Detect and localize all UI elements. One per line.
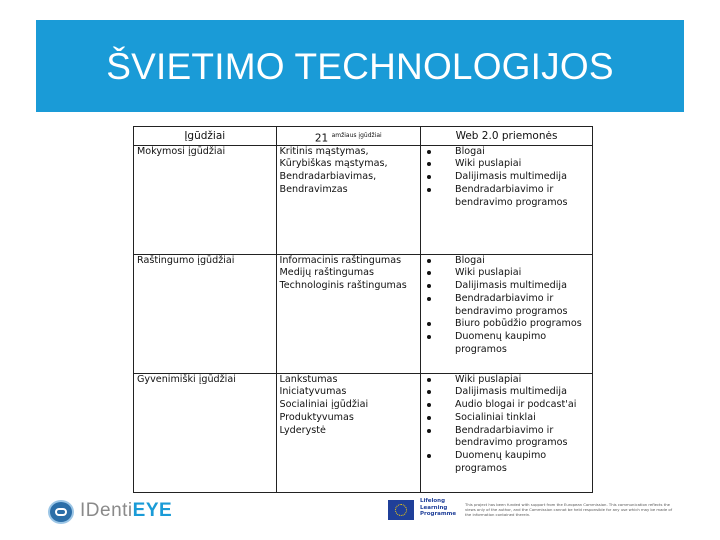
list-item: Wiki puslapiai (424, 374, 589, 387)
competency-line: Informacinis raštingumas (279, 254, 402, 266)
eu-disclaimer: This project has been funded with support from the European Commission. This communication reflects the views only of the author, and the Commission cannot be held responsible for any use which may be made of the information contained therein. (465, 502, 673, 517)
list-item: Biuro pobūdžio programos (424, 318, 589, 331)
tools-list (424, 146, 589, 210)
header-21st-century (276, 127, 421, 146)
list-item: Wiki puslapiai (424, 267, 589, 280)
skill-cell: Mokymosi įgūdžiai (134, 145, 277, 254)
competency-line: Technologinis raštingumas (279, 280, 407, 292)
tools-list (424, 374, 589, 476)
competency-cell (276, 145, 421, 254)
competency-line: Bendravimzas (279, 183, 348, 195)
competency-line: Kritinis mąstymas, (279, 145, 369, 157)
competency-line: Lankstumas (279, 373, 338, 385)
list-item: Duomenų kaupimo programos (424, 450, 589, 476)
list-item: Audio blogai ir podcast'ai (424, 399, 589, 412)
table-row (134, 254, 593, 373)
table-row (134, 145, 593, 254)
page-title: ŠVIETIMO TECHNOLOGIJOS (106, 46, 614, 87)
list-item: Duomenų kaupimo programos (424, 331, 589, 357)
title-banner (36, 20, 684, 112)
header-21-number: 21 (314, 132, 329, 145)
list-item: Bendradarbiavimo ir bendravimo programos (424, 425, 589, 451)
lifelong-learning-label (420, 498, 456, 518)
list-item: Dalijimasis multimedija (424, 171, 589, 184)
tools-cell (421, 254, 593, 373)
tools-cell (421, 145, 593, 254)
competency-cell (276, 254, 421, 373)
skill-cell: Gyvenimiški įgūdžiai (134, 373, 277, 492)
list-item: Bendradarbiavimo ir bendravimo programos (424, 184, 589, 210)
list-item: Socialiniai tinklai (424, 412, 589, 425)
llp-line: Lifelong (420, 498, 446, 504)
competency-line: Produktyvumas (279, 411, 354, 423)
list-item: Dalijimasis multimedija (424, 280, 589, 293)
list-item: Blogai (424, 146, 589, 159)
header-skills: Įgūdžiai (134, 127, 277, 146)
competency-line: Kūrybiškas mąstymas, (279, 158, 388, 170)
list-item: Wiki puslapiai (424, 158, 589, 171)
competency-cell (276, 373, 421, 492)
eu-flag-icon (388, 500, 414, 520)
table-header-row (134, 127, 593, 146)
llp-line: Programme (420, 511, 457, 517)
list-item: Blogai (424, 255, 589, 268)
list-item: Bendradarbiavimo ir bendravimo programos (424, 293, 589, 319)
tools-cell (421, 373, 593, 492)
header-web-tools: Web 2.0 priemonės (421, 127, 593, 146)
logo-text (80, 500, 172, 522)
competency-line: Lyderystė (279, 424, 326, 436)
identieye-logo (48, 498, 198, 526)
llp-line: Learning (420, 504, 448, 511)
header-21-sup: amžiaus įgūdžiai (331, 132, 382, 139)
logo-text-a: IDenti (80, 500, 133, 521)
competency-line: Iniciatyvumas (279, 386, 347, 398)
competency-line: Bendradarbiavimas, (279, 171, 377, 183)
skill-cell: Raštingumo įgūdžiai (134, 254, 277, 373)
footer (0, 490, 720, 540)
logo-text-b: EYE (132, 500, 173, 521)
skills-table (133, 126, 593, 493)
competency-line: Medijų raštingumas (279, 267, 374, 279)
tools-list (424, 255, 589, 357)
list-item: Dalijimasis multimedija (424, 386, 589, 399)
competency-line: Socialiniai įgūdžiai (279, 399, 369, 411)
table-row (134, 373, 593, 492)
infinity-logo-icon (48, 500, 74, 524)
